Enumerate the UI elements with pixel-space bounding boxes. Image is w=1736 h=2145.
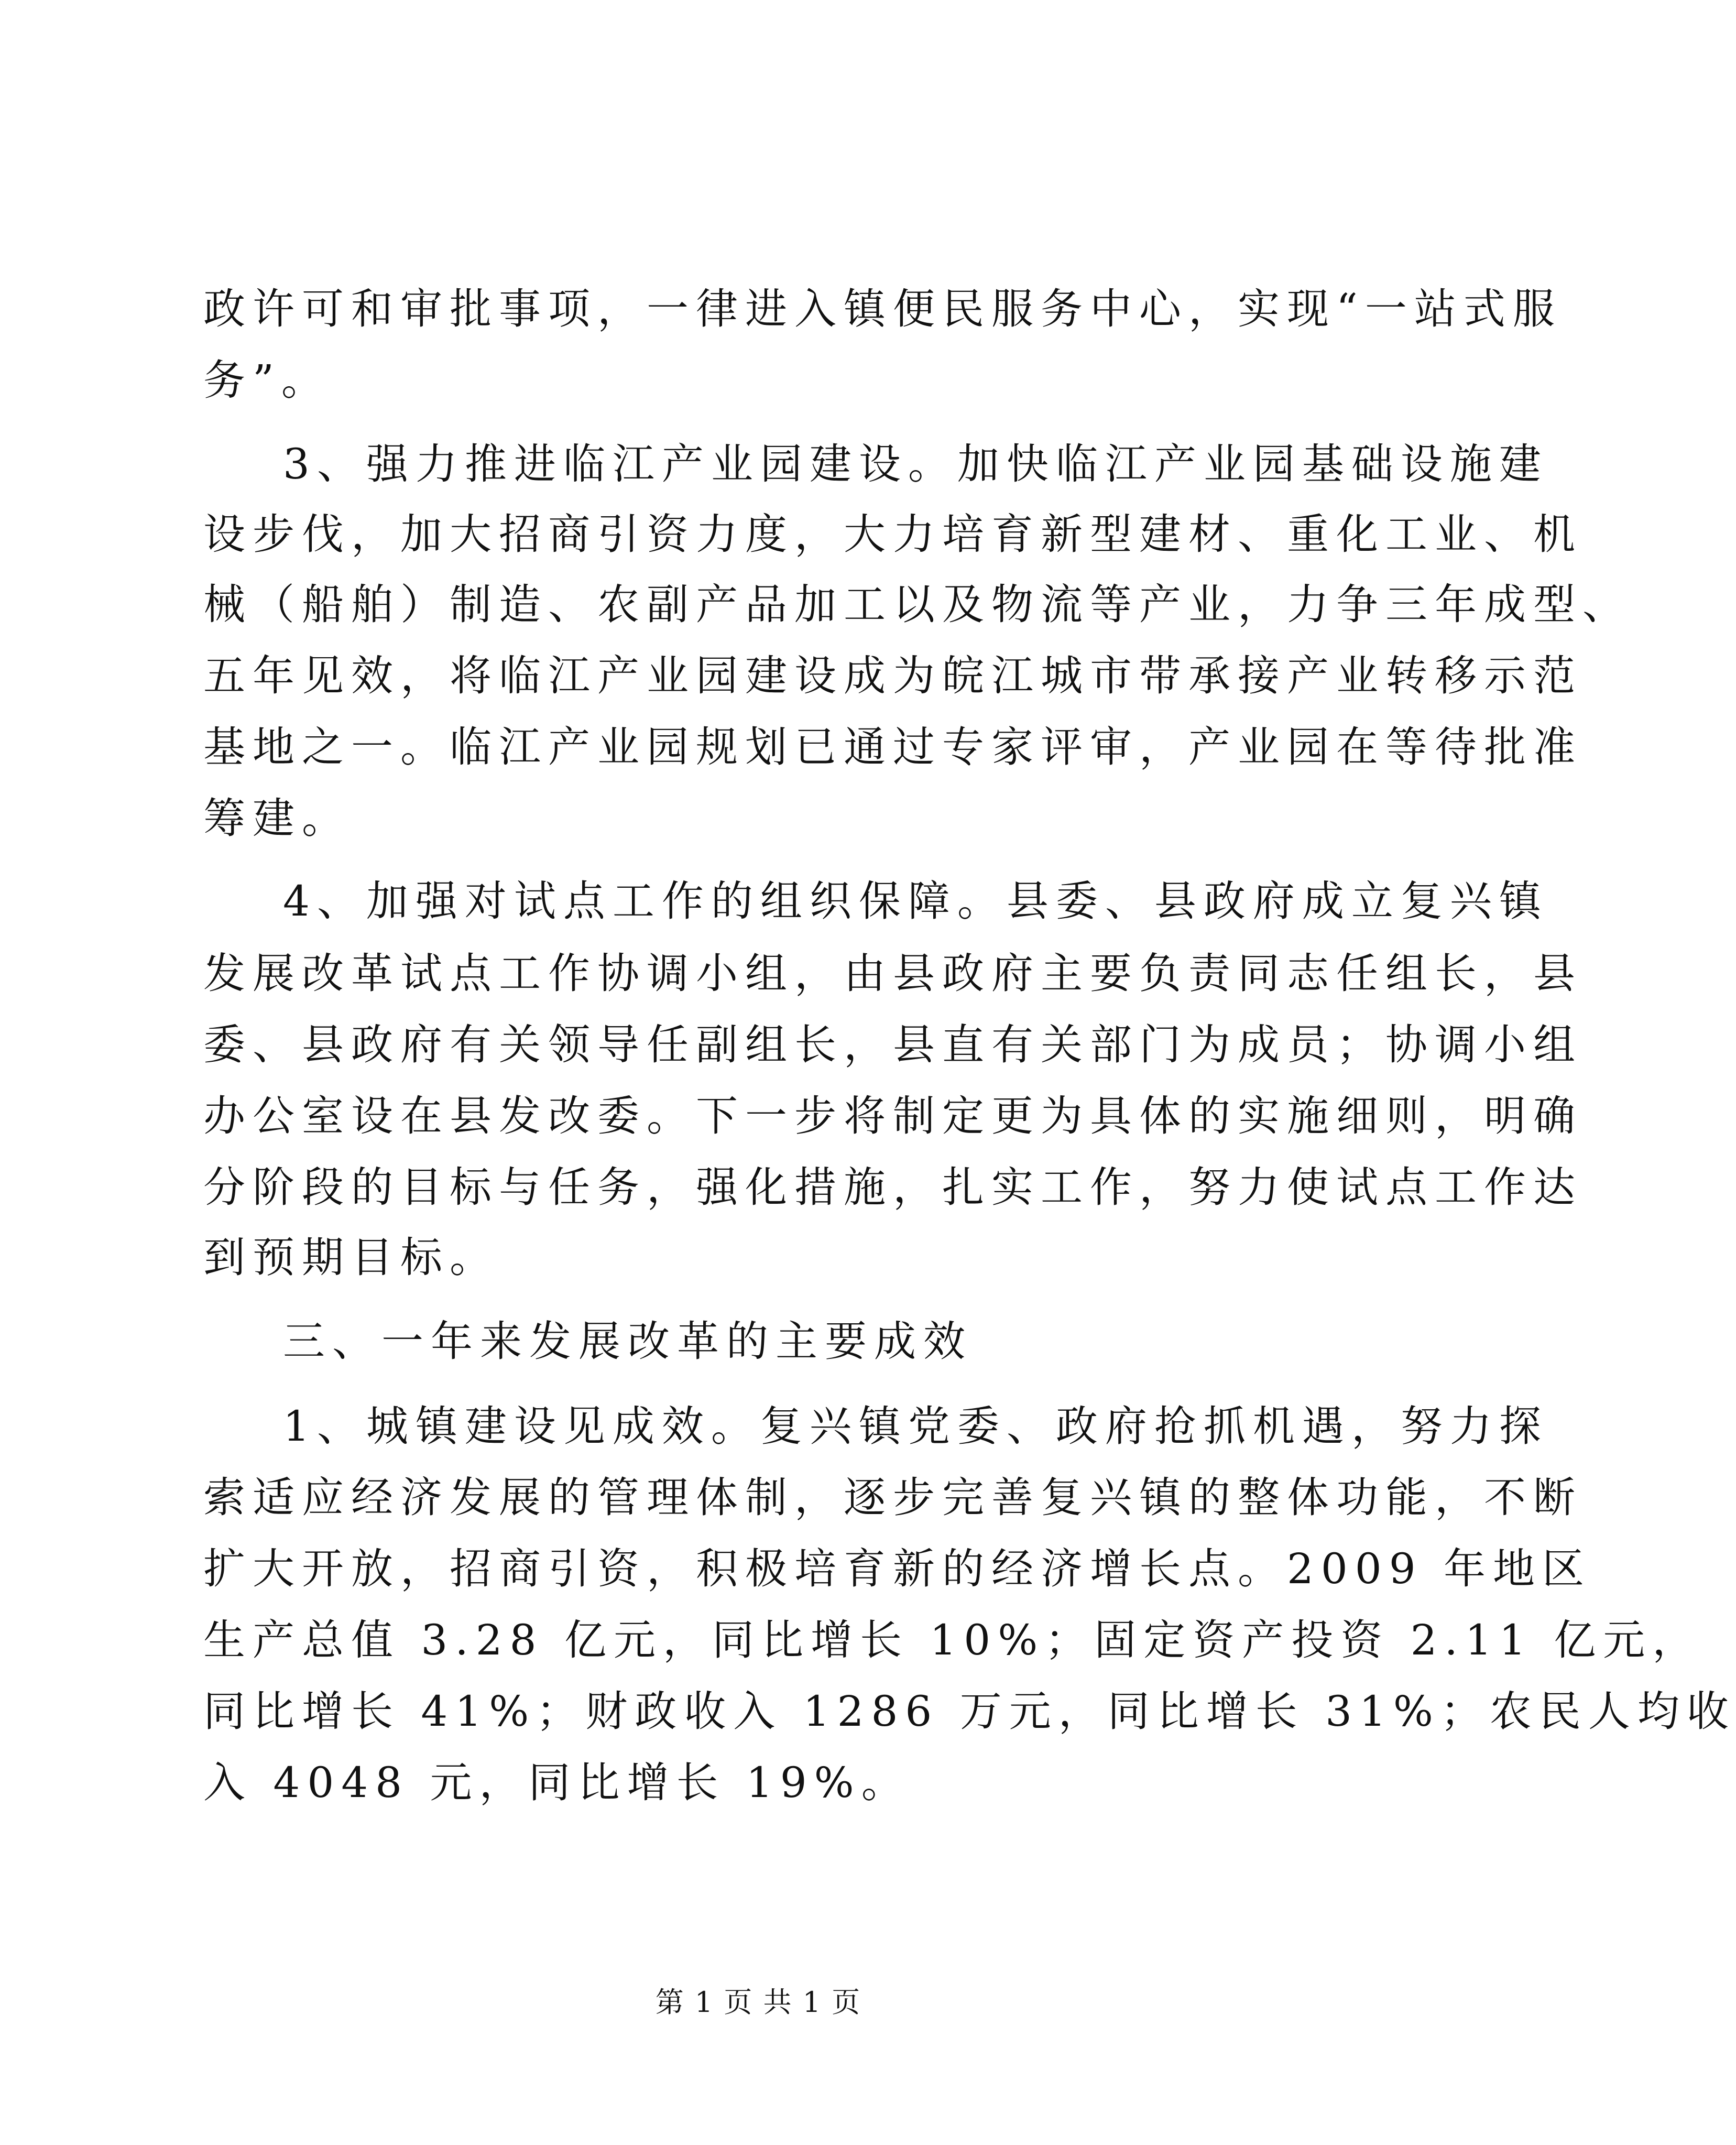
text-line-13: 分阶段的目标与任务，强化措施，扎实工作，努力使试点工作达 — [203, 1163, 1582, 1212]
text-line-6: 五年见效，将临江产业园建设成为皖江城市带承接产业转移示范 — [203, 651, 1582, 700]
text-line-17: 索适应经济发展的管理体制，逐步完善复兴镇的整体功能，不断 — [203, 1473, 1582, 1522]
text-line-5: 械（船舶）制造、农副产品加工以及物流等产业，力争三年成型、 — [203, 580, 1632, 629]
text-line-21: 入 4048 元，同比增长 19%。 — [203, 1758, 911, 1807]
text-line-20: 同比增长 41%；财政收入 1286 万元，同比增长 31%；农民人均收 — [203, 1687, 1736, 1736]
text-line-8: 筹建。 — [203, 794, 351, 843]
text-line-16: 1、城镇建设见成效。复兴镇党委、政府抢抓机遇，努力探 — [283, 1402, 1548, 1451]
text-line-18: 扩大开放，招商引资，积极培育新的经济增长点。2009 年地区 — [203, 1544, 1592, 1593]
text-line-7: 基地之一。临江产业园规划已通过专家评审，产业园在等待批准 — [203, 723, 1582, 771]
section-heading: 三、一年来发展改革的主要成效 — [283, 1317, 973, 1366]
text-line-3: 3、强力推进临江产业园建设。加快临江产业园基础设施建 — [283, 440, 1548, 488]
text-line-2: 务”。 — [203, 356, 331, 405]
text-line-9: 4、加强对试点工作的组织保障。县委、县政府成立复兴镇 — [283, 877, 1548, 925]
text-line-10: 发展改革试点工作协调小组，由县政府主要负责同志任组长，县 — [203, 949, 1582, 998]
text-line-1: 政许可和审批事项，一律进入镇便民服务中心，实现“一站式服 — [203, 285, 1562, 333]
text-line-19: 生产总值 3.28 亿元，同比增长 10%；固定资产投资 2.11 亿元， — [203, 1616, 1702, 1664]
text-line-14: 到预期目标。 — [203, 1233, 499, 1282]
page-footer: 第 1 页 共 1 页 — [655, 1986, 861, 2019]
text-line-4: 设步伐，加大招商引资力度，大力培育新型建材、重化工业、机 — [203, 510, 1582, 559]
text-line-12: 办公室设在县发改委。下一步将制定更为具体的实施细则，明确 — [203, 1092, 1582, 1140]
text-line-11: 委、县政府有关领导任副组长，县直有关部门为成员；协调小组 — [203, 1020, 1582, 1069]
